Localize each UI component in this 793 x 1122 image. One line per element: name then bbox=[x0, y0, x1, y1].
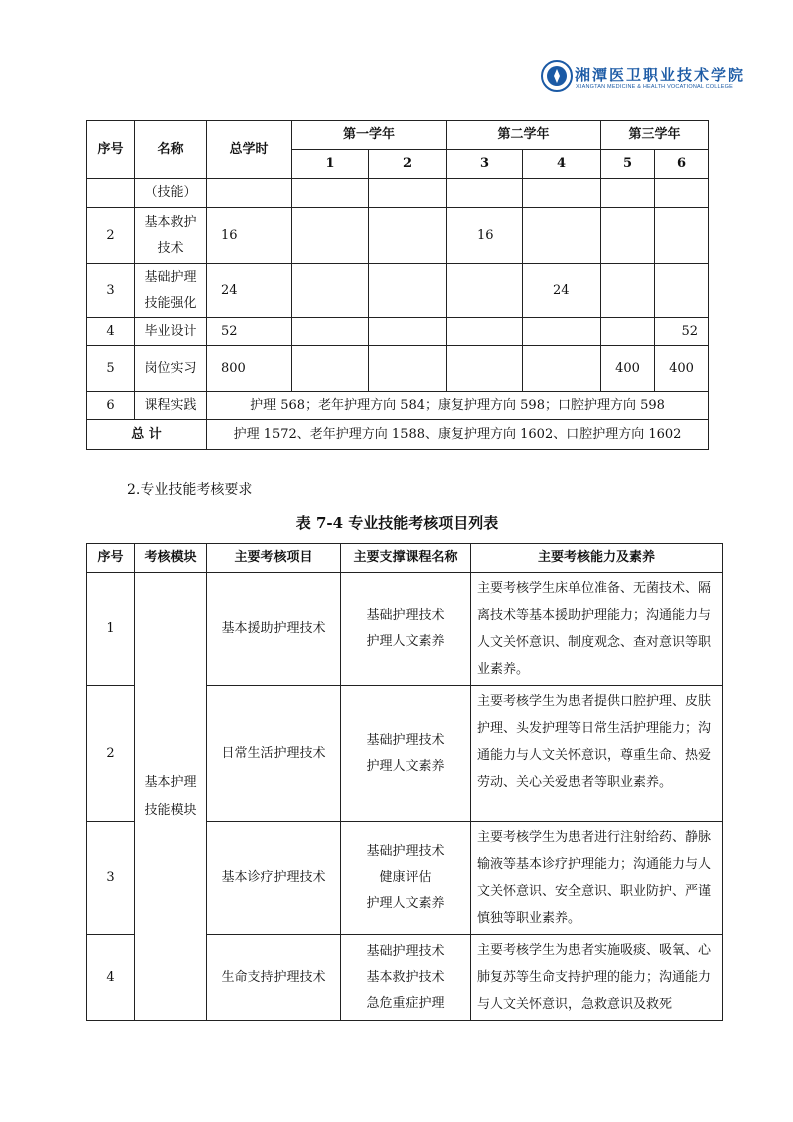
course-name: 基础护理技术 bbox=[366, 844, 445, 859]
cell-name: （技能） bbox=[135, 179, 207, 208]
cell-term bbox=[292, 346, 369, 392]
cell-module: 基本护理技能模块 bbox=[135, 573, 207, 1021]
table-row bbox=[87, 179, 709, 208]
header-year-3: 第三学年 bbox=[601, 121, 709, 150]
table-row bbox=[87, 318, 709, 346]
cell-term: 24 bbox=[523, 264, 601, 318]
header-name: 名称 bbox=[135, 121, 207, 179]
college-logo bbox=[541, 60, 746, 104]
cell-term bbox=[601, 264, 655, 318]
skills-assessment-table bbox=[86, 543, 723, 1021]
cell-term bbox=[601, 208, 655, 264]
header-term: 1 bbox=[292, 150, 369, 179]
cell-term bbox=[655, 264, 709, 318]
cell-no: 5 bbox=[87, 346, 135, 392]
section-title: 2.专业技能考核要求 bbox=[127, 482, 253, 498]
cell-term bbox=[447, 264, 523, 318]
cell-no: 2 bbox=[87, 208, 135, 264]
cell-term: 400 bbox=[655, 346, 709, 392]
cell-term bbox=[523, 208, 601, 264]
cell-no: 1 bbox=[87, 573, 135, 686]
header-module: 考核模块 bbox=[135, 544, 207, 573]
cell-term bbox=[523, 346, 601, 392]
header-no: 序号 bbox=[87, 544, 135, 573]
cell-total: 52 bbox=[207, 318, 292, 346]
cell-no: 4 bbox=[87, 318, 135, 346]
header-item: 主要考核项目 bbox=[207, 544, 341, 573]
table-row bbox=[87, 346, 709, 392]
header-total-hours: 总学时 bbox=[207, 121, 292, 179]
cell-term bbox=[655, 179, 709, 208]
cell-term bbox=[447, 318, 523, 346]
cell-total: 16 bbox=[207, 208, 292, 264]
table-row bbox=[87, 208, 709, 264]
cell-name: 基础护理技能强化 bbox=[135, 264, 207, 318]
cell-no bbox=[87, 179, 135, 208]
cell-courses bbox=[341, 686, 471, 822]
course-name: 护理人文素养 bbox=[366, 896, 445, 911]
course-name: 基础护理技术 bbox=[366, 732, 445, 748]
header-term: 5 bbox=[601, 150, 655, 179]
cell-term bbox=[369, 179, 447, 208]
header-course: 主要支撑课程名称 bbox=[341, 544, 471, 573]
cell-term bbox=[655, 208, 709, 264]
total-hours-text: 护理 1572、老年护理方向 1588、康复护理方向 1602、口腔护理方向 1602 bbox=[207, 420, 709, 450]
course-name: 护理人文素养 bbox=[366, 758, 445, 774]
college-name-en: XIANGTAN MEDICINE & HEALTH VOCATIONAL COLLEGE bbox=[576, 84, 734, 90]
cell-name: 岗位实习 bbox=[135, 346, 207, 392]
cell-item: 基本援助护理技术 bbox=[207, 573, 341, 686]
cell-courses bbox=[341, 935, 471, 1021]
cell-term bbox=[601, 179, 655, 208]
cell-term bbox=[292, 318, 369, 346]
cell-term bbox=[447, 179, 523, 208]
header-term: 2 bbox=[369, 150, 447, 179]
hours-table bbox=[86, 120, 709, 450]
cell-term: 16 bbox=[447, 208, 523, 264]
header-year-2: 第二学年 bbox=[447, 121, 601, 150]
header-year-1: 第一学年 bbox=[292, 121, 447, 150]
cell-term bbox=[369, 318, 447, 346]
header-term: 3 bbox=[447, 150, 523, 179]
cell-term bbox=[523, 179, 601, 208]
cell-no: 4 bbox=[87, 935, 135, 1021]
cell-ability: 主要考核学生为患者进行注射给药、静脉输液等基本诊疗护理能力；沟通能力与人文关怀意识、安全意识、职业防护、严谨慎独等职业素养。 bbox=[471, 822, 723, 935]
cell-ability: 主要考核学生为患者实施吸痰、吸氧、心肺复苏等生命支持护理的能力；沟通能力与人文关怀意识，急救意识及救死 bbox=[471, 935, 723, 1021]
course-name: 护理人文素养 bbox=[366, 634, 445, 649]
cell-total bbox=[207, 179, 292, 208]
cell-term: 400 bbox=[601, 346, 655, 392]
cell-item: 基本诊疗护理技术 bbox=[207, 822, 341, 935]
cell-term bbox=[292, 179, 369, 208]
cell-name: 毕业设计 bbox=[135, 318, 207, 346]
cell-total: 800 bbox=[207, 346, 292, 392]
header-term: 4 bbox=[523, 150, 601, 179]
header-ability: 主要考核能力及素养 bbox=[471, 544, 723, 573]
cell-no: 3 bbox=[87, 264, 135, 318]
cell-ability: 主要考核学生为患者提供口腔护理、皮肤护理、头发护理等日常生活护理能力；沟通能力与人文关怀意识，尊重生命、热爱劳动、关心关爱患者等职业素养。 bbox=[471, 686, 723, 822]
course-name: 急危重症护理 bbox=[366, 995, 445, 1011]
cell-item: 生命支持护理技术 bbox=[207, 935, 341, 1021]
cell-item: 日常生活护理技术 bbox=[207, 686, 341, 822]
cell-courses bbox=[341, 573, 471, 686]
college-name-cn: 湘潭医卫职业技术学院 bbox=[575, 66, 746, 84]
cell-term bbox=[601, 318, 655, 346]
cell-term bbox=[523, 318, 601, 346]
cell-term bbox=[292, 264, 369, 318]
cell-term bbox=[369, 208, 447, 264]
header-no: 序号 bbox=[87, 121, 135, 179]
cell-term bbox=[369, 346, 447, 392]
header-term: 6 bbox=[655, 150, 709, 179]
practice-hours-text: 护理 568；老年护理方向 584；康复护理方向 598；口腔护理方向 598 bbox=[207, 392, 709, 420]
cell-no: 6 bbox=[87, 392, 135, 420]
course-name: 基础护理技术 bbox=[366, 943, 445, 959]
cell-no: 2 bbox=[87, 686, 135, 822]
cell-no: 3 bbox=[87, 822, 135, 935]
cell-total: 24 bbox=[207, 264, 292, 318]
table-row bbox=[87, 420, 709, 450]
table-caption: 表 7-4 专业技能考核项目列表 bbox=[295, 514, 499, 532]
cell-ability: 主要考核学生床单位准备、无菌技术、隔离技术等基本援助护理能力；沟通能力与人文关怀意识、制度观念、查对意识等职业素养。 bbox=[471, 573, 723, 686]
table-row bbox=[87, 264, 709, 318]
college-emblem-icon bbox=[541, 60, 573, 92]
cell-name: 基本救护技术 bbox=[135, 208, 207, 264]
cell-term bbox=[447, 346, 523, 392]
course-name: 健康评估 bbox=[379, 870, 432, 885]
cell-term: 52 bbox=[655, 318, 709, 346]
table-row bbox=[87, 573, 723, 686]
total-label: 总 计 bbox=[87, 420, 207, 450]
cell-term bbox=[292, 208, 369, 264]
cell-term bbox=[369, 264, 447, 318]
course-name: 基本救护技术 bbox=[366, 969, 445, 985]
cell-courses bbox=[341, 822, 471, 935]
table-row bbox=[87, 392, 709, 420]
cell-name: 课程实践 bbox=[135, 392, 207, 420]
course-name: 基础护理技术 bbox=[366, 608, 445, 623]
